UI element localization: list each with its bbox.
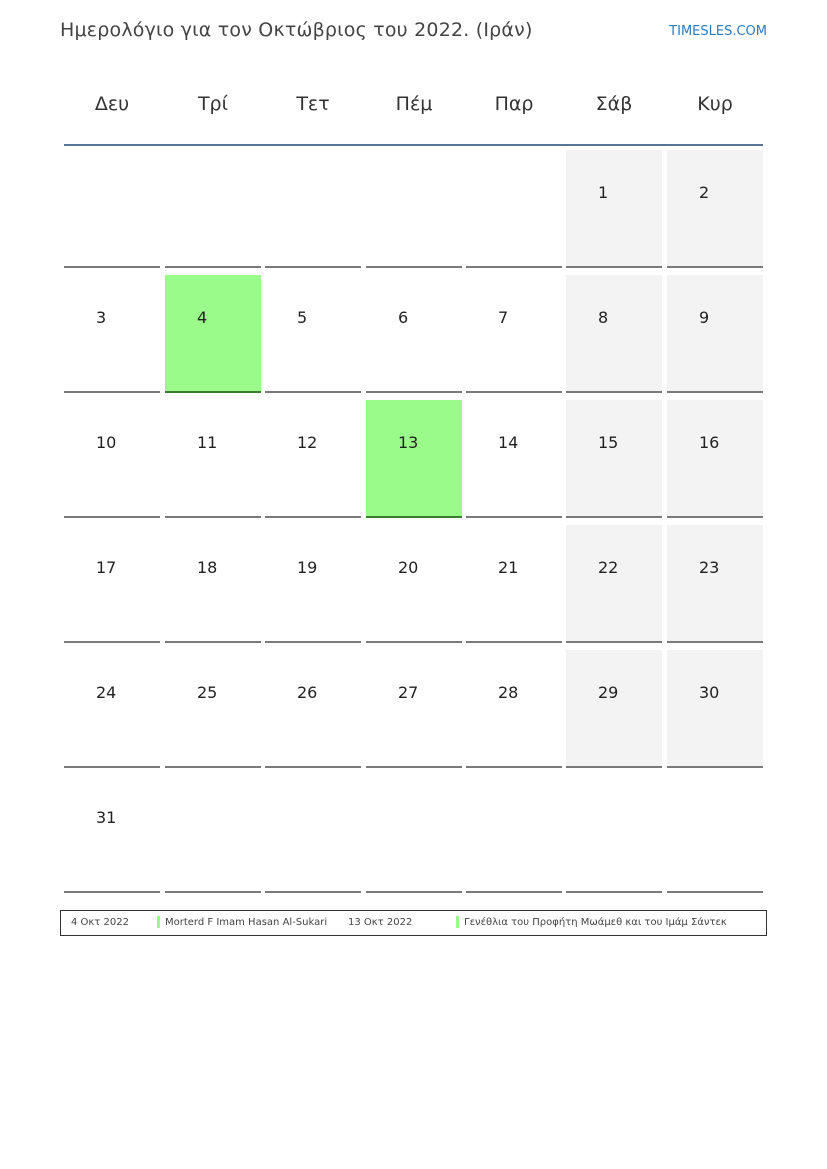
weekday-fri: Παρ <box>494 93 534 115</box>
day-number: 19 <box>297 558 318 577</box>
day-number: 2 <box>699 183 710 202</box>
day-cell[interactable] <box>566 650 662 768</box>
empty-day-cell <box>566 775 662 893</box>
day-cell[interactable] <box>667 400 763 518</box>
empty-day-cell <box>366 775 462 893</box>
empty-day-cell <box>667 775 763 893</box>
legend-date: 13 Οκτ 2022 <box>348 917 413 928</box>
day-cell[interactable] <box>667 650 763 768</box>
day-number: 23 <box>699 558 720 577</box>
day-cell[interactable] <box>466 525 562 643</box>
day-cell[interactable] <box>165 525 261 643</box>
day-number: 1 <box>598 183 609 202</box>
brand-link[interactable]: TIMESLES.COM <box>669 24 767 39</box>
day-number: 13 <box>398 433 419 452</box>
weekday-sun: Κυρ <box>697 93 733 115</box>
day-cell[interactable] <box>265 400 361 518</box>
weekday-sat: Σάβ <box>595 93 633 115</box>
empty-day-cell <box>466 775 562 893</box>
day-number: 15 <box>598 433 619 452</box>
day-number: 16 <box>699 433 720 452</box>
day-number: 26 <box>297 683 318 702</box>
day-number: 17 <box>96 558 117 577</box>
empty-day-cell <box>366 150 462 268</box>
day-number: 7 <box>498 308 509 327</box>
day-cell[interactable] <box>165 650 261 768</box>
day-cell[interactable] <box>466 400 562 518</box>
day-cell[interactable] <box>64 525 160 643</box>
day-number: 24 <box>96 683 117 702</box>
day-number: 9 <box>699 308 710 327</box>
day-cell[interactable] <box>64 275 160 393</box>
day-number: 3 <box>96 308 107 327</box>
day-cell[interactable] <box>165 400 261 518</box>
day-number: 29 <box>598 683 619 702</box>
day-cell[interactable] <box>265 275 361 393</box>
day-cell[interactable] <box>165 275 261 393</box>
day-cell[interactable] <box>366 275 462 393</box>
day-number: 27 <box>398 683 419 702</box>
day-cell[interactable] <box>366 650 462 768</box>
day-number: 14 <box>498 433 519 452</box>
weekday-wed: Τετ <box>296 93 330 115</box>
weekday-mon: Δευ <box>94 93 130 115</box>
day-cell[interactable] <box>265 650 361 768</box>
day-number: 28 <box>498 683 519 702</box>
day-cell[interactable] <box>667 275 763 393</box>
day-number: 30 <box>699 683 720 702</box>
calendar-grid <box>64 150 763 895</box>
day-cell[interactable] <box>466 650 562 768</box>
day-number: 5 <box>297 308 308 327</box>
empty-day-cell <box>165 775 261 893</box>
empty-day-cell <box>165 150 261 268</box>
legend-holiday-name: Γενέθλια του Προφήτη Μωάμεθ και του Ιμάμ Σάντεκ <box>464 917 727 928</box>
legend-color-marker <box>456 916 459 928</box>
day-number: 18 <box>197 558 218 577</box>
day-number: 25 <box>197 683 218 702</box>
day-number: 20 <box>398 558 419 577</box>
day-number: 4 <box>197 308 208 327</box>
day-cell[interactable] <box>64 400 160 518</box>
day-number: 21 <box>498 558 519 577</box>
day-number: 31 <box>96 808 117 827</box>
weekday-header-row <box>64 60 763 146</box>
day-number: 10 <box>96 433 117 452</box>
empty-day-cell <box>265 775 361 893</box>
day-number: 11 <box>197 433 218 452</box>
day-cell[interactable] <box>64 650 160 768</box>
holiday-legend <box>60 910 767 936</box>
weekday-tue: Τρί <box>197 93 229 115</box>
day-cell[interactable] <box>566 525 662 643</box>
day-cell[interactable] <box>667 525 763 643</box>
day-cell[interactable] <box>366 400 462 518</box>
day-cell[interactable] <box>566 275 662 393</box>
legend-date: 4 Οκτ 2022 <box>71 917 129 928</box>
day-cell[interactable] <box>265 525 361 643</box>
day-cell[interactable] <box>366 525 462 643</box>
day-number: 6 <box>398 308 409 327</box>
day-cell[interactable] <box>566 150 662 268</box>
day-number: 8 <box>598 308 609 327</box>
page-title: Ημερολόγιο για τον Οκτώβριος του 2022. (Ιράν) <box>60 19 533 41</box>
empty-day-cell <box>265 150 361 268</box>
day-number: 22 <box>598 558 619 577</box>
weekday-thu: Πέμ <box>395 93 433 115</box>
empty-day-cell <box>466 150 562 268</box>
day-cell[interactable] <box>466 275 562 393</box>
empty-day-cell <box>64 150 160 268</box>
legend-color-marker <box>157 916 160 928</box>
day-cell[interactable] <box>667 150 763 268</box>
day-cell[interactable] <box>64 775 160 893</box>
legend-holiday-name: Morterd F Imam Hasan Al-Sukari <box>165 917 328 928</box>
day-cell[interactable] <box>566 400 662 518</box>
day-number: 12 <box>297 433 318 452</box>
